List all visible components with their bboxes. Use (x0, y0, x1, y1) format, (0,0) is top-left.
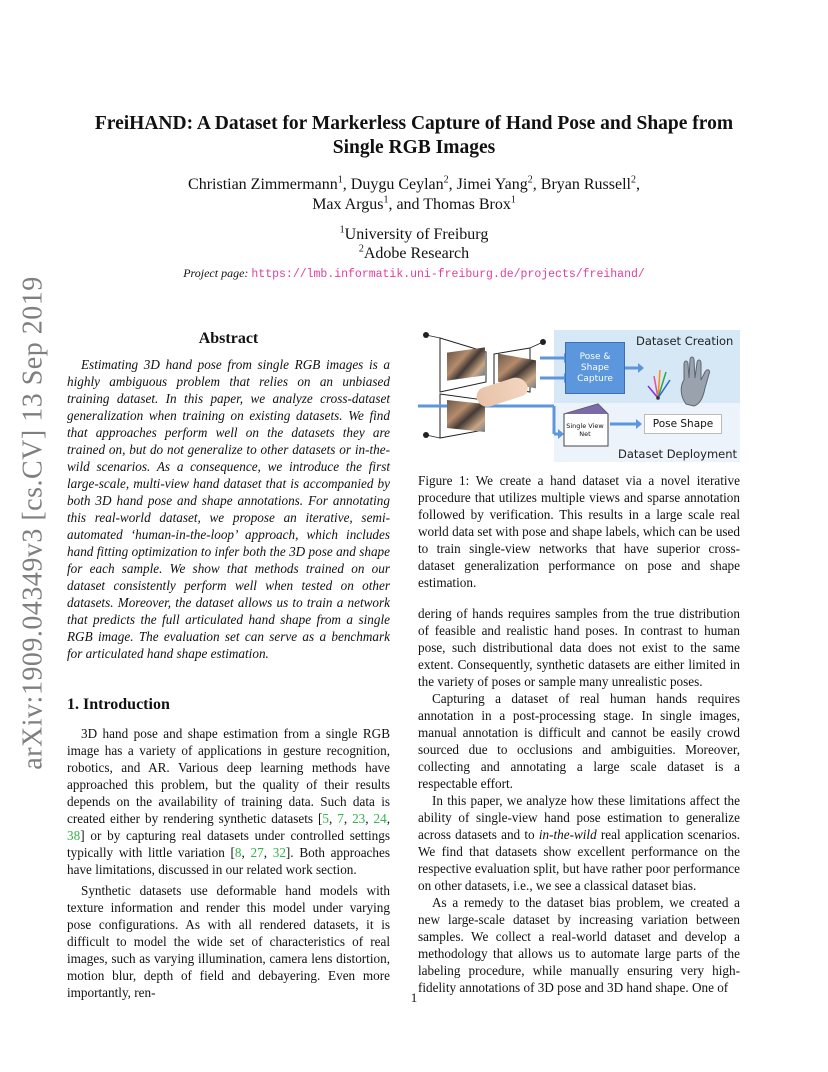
author: Duygu Ceylan (350, 176, 444, 193)
intro-paragraph: 3D hand pose and shape estimation from a single RGB image has a variety of applications in gesture recognition, robotics, and AR. Various deep learning methods have approached this problem, but the quality of their results depends on the availability of training data. Such data is created either by rendering synthetic datasets [5, 7, 23, 24, 38] or by capturing real datasets under controlled settings typically with little variation [8, 27, 32]. Both approaches have limitations, discussed in our related work section. (67, 726, 391, 877)
body-paragraph: Capturing a dataset of real human hands requires annotation in a post-processing stage. In single images, manual annotation is difficult and cannot be easily crowd sourced due to occlusions and ambiguities. Moreover, collecting and annotating a large scale dataset is a respectable effort. (418, 691, 740, 791)
affiliation: $^1$University of Freiburg (339, 224, 489, 243)
pose-shape-output-box: Pose Shape (644, 414, 722, 434)
hand-mesh-icon (681, 357, 709, 406)
affiliations (86, 225, 742, 263)
intro-heading: 1. Introduction (67, 696, 170, 713)
body-paragraph: dering of hands requires samples from the true distribution of feasible and realistic hand poses. In contrast to human pose, such distributional data does not exist to the same extent. Consequently, synthetic datasets are either limited in the variety of poses or sample many unrealistic poses. (418, 606, 740, 689)
author: Jimei Yang (456, 176, 528, 193)
dataset-deployment-label: Dataset Deployment (618, 447, 738, 461)
figure-1-diagram (418, 330, 740, 462)
arxiv-stamp: arXiv:1909.04349v3 [cs.CV] 13 Sep 2019 (18, 276, 49, 770)
figure-caption-block (418, 472, 740, 591)
project-page (86, 266, 742, 281)
intro-paragraph: Synthetic datasets use deformable hand models with texture information and render this model under varying pose configurations. As with all rendered datasets, it is difficult to model the wide set of characteristics of real images, such as varying illumination, camera lens distortion, motion blur, depth of field and debayering. Even more importantly, ren- (67, 883, 390, 1000)
project-page-link[interactable]: https://lmb.informatik.uni-freiburg.de/projects/freihand/ (251, 268, 645, 281)
page-number: 1 (410, 990, 418, 1005)
author: Bryan Russell (540, 176, 631, 193)
citation-link[interactable]: 7 (337, 811, 344, 826)
abstract-heading: Abstract (198, 330, 259, 347)
author: Max Argus (312, 196, 384, 213)
author-list: Christian Zimmermann$^1$, Duygu Ceylan$^2$, Jimei Yang$^2$, Bryan Russell$^2$, Max Argus$^1$, and Thomas Brox$^1$ (188, 174, 640, 213)
author: Christian Zimmermann (188, 176, 338, 193)
project-page-label: Project page: (183, 266, 249, 280)
hand-photo-view-3 (447, 400, 485, 432)
right-column (418, 605, 740, 996)
paper-title: FreiHAND: A Dataset for Markerless Capture of Hand Pose and Shape from Single RGB Images (94, 113, 734, 158)
body-paragraph: In this paper, we analyze how these limitations affect the ability of single-view hand pose estimation to generalize across datasets and to in-the-wild real application scenarios. We find that datasets show excellent performance on the respective evaluation split, but have rather poor performance on other datasets, i.e., we see a classical dataset bias. (418, 793, 741, 893)
figure-caption: Figure 1: We create a hand dataset via a novel iterative procedure that utilizes multiple views and sparse annotation followed by verification. This results in a large scale real world data set with pose and shape labels, which can be used to train single-view networks that have superior cross-dataset generalization performance on pose and shape estimation. (418, 473, 740, 590)
citation-link[interactable]: 8 (234, 845, 242, 860)
left-column (67, 330, 390, 1001)
pose-shape-capture-box: Pose & Shape Capture (565, 342, 625, 394)
author: Thomas Brox (423, 196, 511, 213)
affiliation: $^2$Adobe Research (358, 243, 470, 262)
body-paragraph: As a remedy to the dataset bias problem, we created a new large-scale dataset by increasing variation between samples. We collect a real-world dataset and develop a methodology that allows us to automate large parts of the labeling procedure, while manually ensuring very high-fidelity annotations of 3D pose and 3D hand shape. One of (418, 895, 740, 995)
citation-link[interactable]: 5 (322, 811, 329, 826)
single-view-net-box: Single View Net (566, 422, 604, 438)
hand-photo-view-1 (447, 347, 485, 380)
dataset-creation-label: Dataset Creation (636, 334, 734, 348)
skeleton-hand-icon (648, 370, 670, 400)
abstract-text: Estimating 3D hand pose from single RGB images is a highly ambiguous problem that relies on an unbiased training dataset. In this paper, we analyze cross-dataset generalization when training on existing datasets. We find that approaches perform well on the datasets they are trained on, but do not generalize to other datasets or in-the-wild scenarios. As a consequence, we introduce the first large-scale, multi-view hand dataset that is accompanied by both 3D hand pose and shape annotations. For annotating this real-world dataset, we propose an iterative, semi-automated ‘human-in-the-loop’ approach, which includes hand fitting optimization to infer both the 3D pose and shape for each sample. We show that methods trained on our dataset consistently perform well when tested on other datasets. Moreover, the dataset allows us to train a network that predicts the full articulated hand shape from a single RGB image. The evaluation set can serve as a benchmark for articulated hand shape estimation. (67, 357, 390, 661)
citation-link[interactable]: 32 (272, 845, 286, 860)
citation-link[interactable]: 27 (250, 845, 264, 860)
citation-link[interactable]: 24 (373, 811, 387, 826)
citation-link[interactable]: 38 (67, 828, 81, 843)
citation-link[interactable]: 23 (352, 811, 366, 826)
